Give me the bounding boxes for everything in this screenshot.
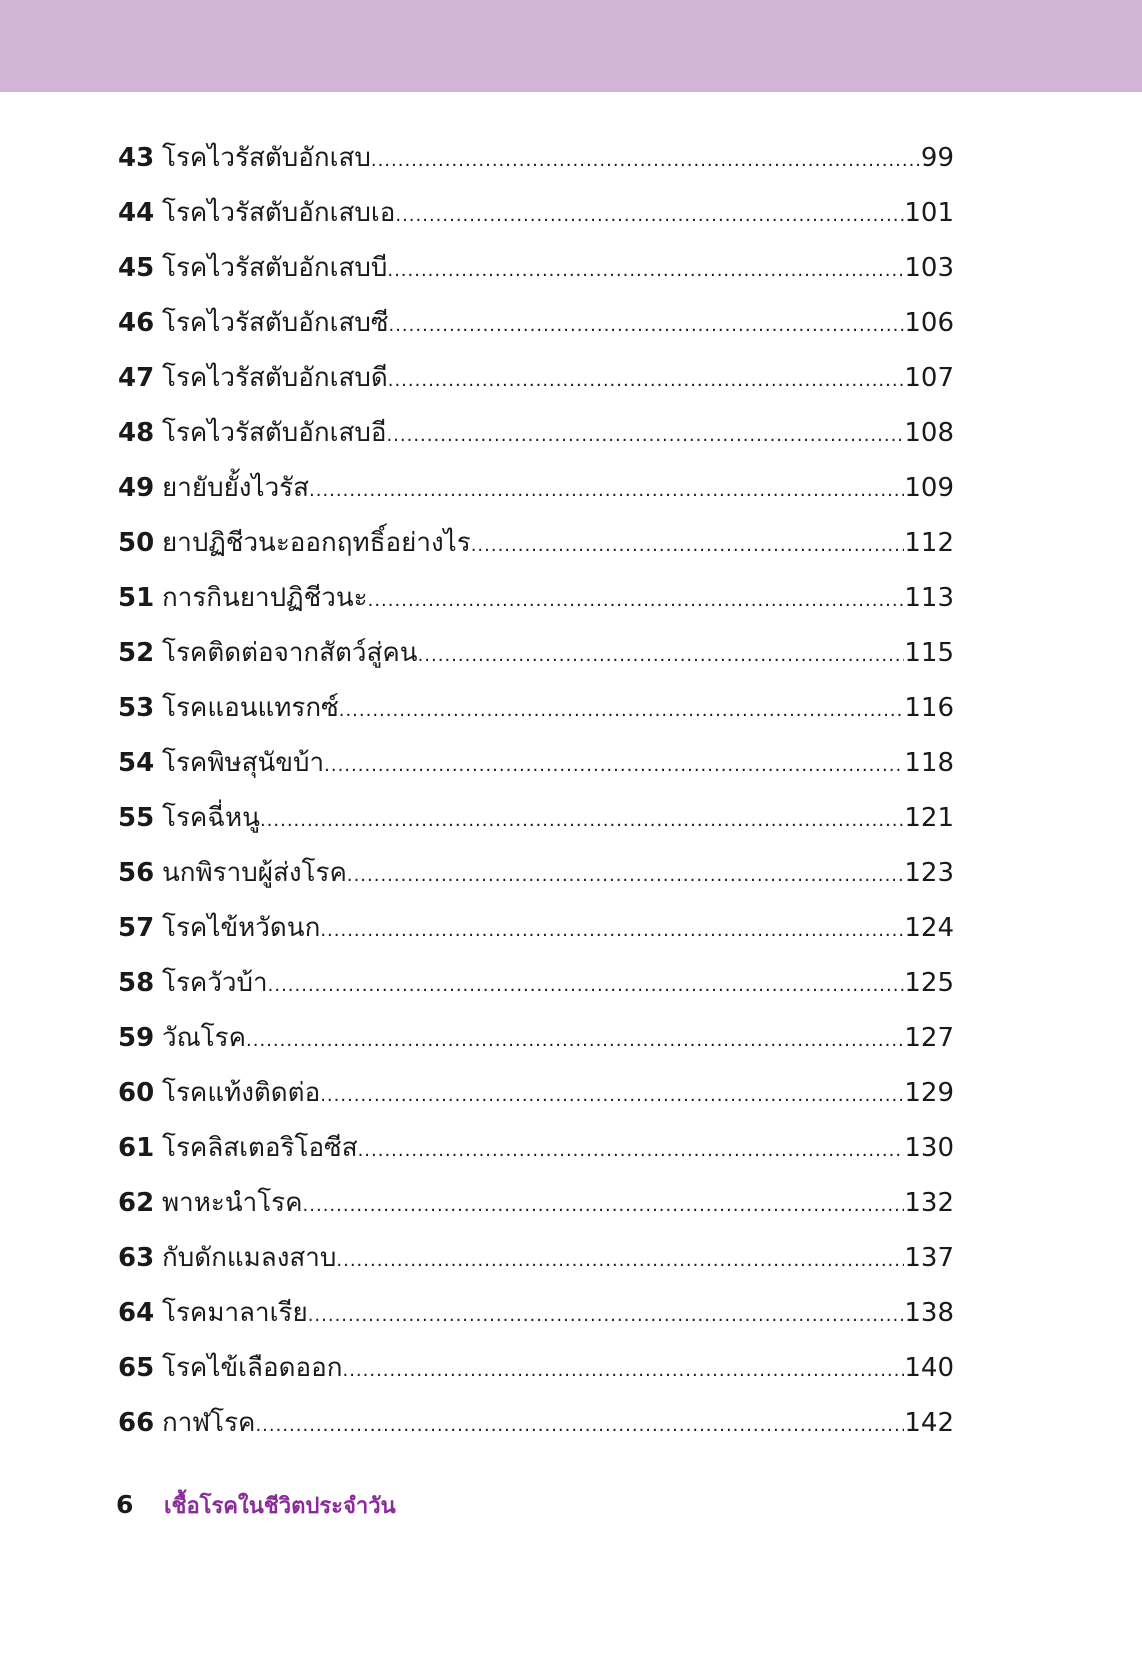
toc-entry-number: 51 [118,583,155,613]
toc-entry-number: 52 [118,638,155,668]
header-band [0,0,1142,92]
toc-entry[interactable] [118,742,954,797]
toc-entry-number: 43 [118,143,155,173]
toc-entry-number: 58 [118,968,155,998]
toc-entry-page: 142 [904,1408,954,1438]
toc-entry[interactable] [118,797,954,852]
toc-entry-number: 47 [118,363,155,393]
toc-entry-page: 116 [904,693,954,723]
toc-entry-page: 101 [904,198,954,228]
toc-entry-number: 65 [118,1353,155,1383]
toc-entry-title: ยายับยั้งไวรัส [162,473,310,503]
toc-entry-title: การกินยาปฏิชีวนะ [162,583,368,613]
running-title: เชื้อโรคในชีวิตประจำวัน [164,1494,396,1519]
toc-entry-number: 46 [118,308,155,338]
toc-entry-page: 127 [904,1023,954,1053]
toc-entry-title: โรคไวรัสตับอักเสบ [162,143,371,173]
toc-entry-number: 64 [118,1298,155,1328]
toc-entry-page: 125 [904,968,954,998]
toc-entry-number: 50 [118,528,155,558]
toc-entry-number: 63 [118,1243,155,1273]
toc-entry[interactable] [118,1237,954,1292]
toc-leader-dots [308,1305,905,1326]
toc-entry-page: 123 [904,858,954,888]
toc-leader-dots [303,1195,905,1216]
toc-entry-title: โรคไวรัสตับอักเสบซี [162,308,389,338]
toc-entry-number: 66 [118,1408,155,1438]
toc-entry-page: 140 [904,1353,954,1383]
toc-entry-page: 118 [904,748,954,778]
toc-leader-dots [324,755,904,776]
toc-entry-page: 106 [904,308,954,338]
toc-leader-dots [255,1415,904,1436]
toc-leader-dots [342,1360,904,1381]
toc-entry[interactable] [118,467,954,522]
toc-entry[interactable] [118,687,954,742]
toc-leader-dots [309,480,904,501]
toc-entry-title: โรคลิสเตอริโอซีส [162,1133,358,1163]
toc-entry-title: วัณโรค [162,1023,247,1053]
toc-entry-page: 132 [904,1188,954,1218]
toc-entry-number: 61 [118,1133,155,1163]
toc-entry[interactable] [118,852,954,907]
toc-entry-page: 99 [920,143,954,173]
toc-entry-page: 112 [904,528,954,558]
toc-leader-dots [388,370,905,391]
toc-entry-number: 53 [118,693,155,723]
toc-entry[interactable] [118,247,954,302]
toc-entry-page: 103 [904,253,954,283]
toc-entry-number: 48 [118,418,155,448]
toc-leader-dots [387,260,904,281]
toc-entry-page: 138 [904,1298,954,1328]
toc-entry[interactable] [118,1127,954,1182]
toc-entry-title: กับดักแมลงสาบ [162,1243,337,1273]
toc-entry-page: 121 [904,803,954,833]
toc-entry-number: 45 [118,253,155,283]
toc-leader-dots [260,810,904,831]
toc-entry-page: 107 [904,363,954,393]
toc-entry-title: โรคไข้เลือดออก [162,1353,343,1383]
toc-entry-number: 56 [118,858,155,888]
toc-leader-dots [320,920,904,941]
toc-entry[interactable] [118,962,954,1017]
toc-leader-dots [388,315,904,336]
toc-leader-dots [418,645,905,666]
toc-entry-page: 129 [904,1078,954,1108]
toc-leader-dots [471,535,905,556]
toc-entry[interactable] [118,302,954,357]
toc-entry-page: 115 [904,638,954,668]
toc-leader-dots [395,205,904,226]
toc-leader-dots [358,1140,905,1161]
toc-leader-dots [386,425,904,446]
toc-entry-title: โรคไวรัสตับอักเสบดี [162,363,388,393]
toc-entry-title: โรคฉี่หนู [162,803,260,833]
toc-entry[interactable] [118,1017,954,1072]
toc-entry-title: โรคไวรัสตับอักเสบอี [162,418,387,448]
toc-entry-number: 59 [118,1023,155,1053]
toc-entry[interactable] [118,1072,954,1127]
toc-entry-title: โรคแอนแทรกซ์ [162,693,339,723]
toc-entry-title: โรคแท้งติดต่อ [162,1078,321,1108]
toc-entry[interactable] [118,577,954,632]
toc-entry-number: 54 [118,748,155,778]
toc-entry-number: 55 [118,803,155,833]
toc-entry-number: 62 [118,1188,155,1218]
toc-entry-page: 113 [904,583,954,613]
toc-entry-title: โรควัวบ้า [162,968,268,998]
page-footer [116,1488,396,1523]
toc-leader-dots [339,700,905,721]
toc-entry[interactable] [118,522,954,577]
toc-entry[interactable] [118,1347,954,1402]
toc-entry-page: 137 [904,1243,954,1273]
toc-entry-title: โรคไวรัสตับอักเสบเอ [162,198,396,228]
toc-entry-title: นกพิราบผู้ส่งโรค [162,858,347,888]
toc-entry-title: โรคติดต่อจากสัตว์สู่คน [162,638,418,668]
toc-entry[interactable] [118,412,954,467]
toc-entry-title: กาฬโรค [162,1408,256,1438]
toc-entry-title: ยาปฏิชีวนะออกฤทธิ์อย่างไร [162,528,471,558]
toc-leader-dots [347,865,905,886]
toc-entry[interactable] [118,907,954,962]
toc-entry-page: 109 [904,473,954,503]
page-number: 6 [116,1490,134,1519]
toc-leader-dots [336,1250,904,1271]
toc-entry-number: 49 [118,473,155,503]
toc-leader-dots [368,590,905,611]
toc-leader-dots [246,1030,904,1051]
toc-entry[interactable] [118,357,954,412]
toc-entry[interactable] [118,1182,954,1237]
toc-entry-number: 44 [118,198,155,228]
toc-entry-title: โรคไวรัสตับอักเสบบี [162,253,388,283]
toc-entry[interactable] [118,137,954,192]
table-of-contents [118,137,954,1457]
toc-entry-title: โรคพิษสุนัขบ้า [162,748,325,778]
toc-leader-dots [371,150,921,171]
toc-entry[interactable] [118,1292,954,1347]
toc-leader-dots [268,975,905,996]
toc-entry-title: โรคไข้หวัดนก [162,913,321,943]
toc-entry[interactable] [118,1402,954,1457]
toc-entry-title: โรคมาลาเรีย [162,1298,308,1328]
toc-entry-number: 57 [118,913,155,943]
toc-entry[interactable] [118,632,954,687]
toc-entry-page: 108 [904,418,954,448]
toc-entry-number: 60 [118,1078,155,1108]
toc-entry[interactable] [118,192,954,247]
toc-entry-page: 130 [904,1133,954,1163]
toc-entry-page: 124 [904,913,954,943]
toc-leader-dots [320,1085,904,1106]
toc-entry-title: พาหะนำโรค [162,1188,303,1218]
